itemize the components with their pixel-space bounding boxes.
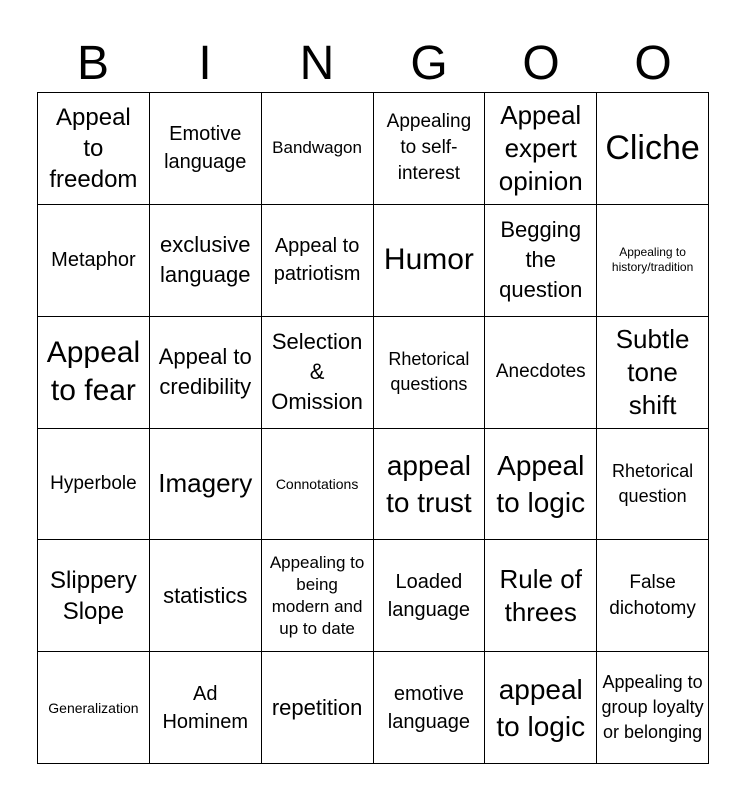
cell-text: Humor	[383, 243, 474, 277]
cell-text: statistics	[163, 582, 248, 608]
header-letter-n: N	[299, 37, 335, 90]
cell-text: Appealing to group loyalty or belonging	[601, 672, 704, 743]
bingo-cell[interactable]	[485, 205, 597, 317]
bingo-cell[interactable]	[374, 429, 486, 541]
bingo-cell[interactable]	[597, 93, 709, 205]
bingo-cell[interactable]	[597, 429, 709, 541]
bingo-cell[interactable]	[262, 652, 374, 764]
header-letter-o-2: O	[634, 37, 672, 90]
cell-text: repetition	[271, 694, 363, 720]
bingo-cell[interactable]	[38, 93, 150, 205]
cell-text: Rule of threes	[499, 563, 582, 627]
bingo-cell[interactable]	[597, 205, 709, 317]
bingo-cell[interactable]	[597, 540, 709, 652]
bingo-cell[interactable]	[262, 93, 374, 205]
bingo-cell[interactable]	[597, 317, 709, 429]
bingo-cell[interactable]	[38, 540, 150, 652]
cell-text: Metaphor	[51, 249, 136, 272]
cell-text: Selection & Omission	[271, 329, 363, 415]
cell-text: Bandwagon	[272, 138, 362, 158]
bingo-cell[interactable]	[150, 93, 262, 205]
cell-text: exclusive language	[159, 232, 251, 288]
cell-text: appeal to trust	[386, 449, 472, 518]
bingo-cell[interactable]	[485, 652, 597, 764]
bingo-cell[interactable]	[262, 317, 374, 429]
header-letter-g: G	[410, 37, 448, 90]
cell-text: Appealing to being modern and up to date	[269, 552, 365, 638]
cell-text: emotive language	[387, 682, 471, 733]
cell-text: Loaded language	[387, 570, 471, 621]
header-letter-o: O	[522, 37, 560, 90]
bingo-cell[interactable]	[374, 205, 486, 317]
cell-text: Slippery Slope	[50, 566, 137, 625]
cell-text: Appeal to credibility	[158, 344, 252, 400]
bingo-cell[interactable]	[374, 93, 486, 205]
bingo-cell[interactable]	[150, 429, 262, 541]
bingo-cell[interactable]	[38, 652, 150, 764]
cell-text: Ad Hominem	[162, 682, 249, 733]
cell-text: Appeal to patriotism	[273, 235, 361, 286]
cell-text: Rhetorical question	[612, 460, 694, 506]
bingo-card-grid	[37, 92, 709, 764]
bingo-cell[interactable]	[262, 429, 374, 541]
cell-text: Imagery	[158, 468, 253, 499]
cell-text: Emotive language	[164, 123, 247, 174]
header-letter-i: I	[198, 37, 212, 90]
bingo-header	[37, 36, 709, 92]
cell-text: Anecdotes	[495, 361, 586, 383]
bingo-cell[interactable]	[597, 652, 709, 764]
bingo-cell[interactable]	[150, 652, 262, 764]
bingo-cell[interactable]	[485, 93, 597, 205]
bingo-cell[interactable]	[150, 317, 262, 429]
header-letter-b: B	[76, 37, 109, 90]
bingo-cell[interactable]	[150, 205, 262, 317]
bingo-cell[interactable]	[485, 429, 597, 541]
bingo-cell[interactable]	[38, 429, 150, 541]
cell-text: Appeal to freedom	[49, 103, 138, 193]
cell-text: False dichotomy	[609, 571, 696, 619]
cell-text: Appealing to self-interest	[386, 111, 472, 185]
bingo-cell[interactable]	[485, 540, 597, 652]
cell-text: Cliche	[605, 129, 700, 168]
bingo-cell[interactable]	[485, 317, 597, 429]
cell-text: Connotations	[275, 475, 359, 492]
cell-text: Subtle tone shift	[615, 323, 690, 420]
cell-text: Begging the question	[499, 217, 583, 303]
bingo-cell[interactable]	[374, 540, 486, 652]
bingo-cell[interactable]	[262, 540, 374, 652]
cell-text: appeal to logic	[496, 673, 586, 742]
cell-text: Appeal to logic	[496, 449, 586, 518]
bingo-cell[interactable]	[38, 205, 150, 317]
cell-text: Generalization	[48, 699, 139, 716]
bingo-cell[interactable]	[374, 317, 486, 429]
cell-text: Hyperbole	[50, 472, 137, 494]
bingo-cell[interactable]	[262, 205, 374, 317]
bingo-cell[interactable]	[38, 317, 150, 429]
bingo-cell[interactable]	[374, 652, 486, 764]
cell-text: Rhetorical questions	[388, 349, 470, 395]
cell-text: Appeal expert opinion	[498, 99, 583, 196]
cell-text: Appealing to history/tradition	[611, 245, 694, 275]
bingo-cell[interactable]	[150, 540, 262, 652]
cell-text: Appeal to fear	[46, 336, 141, 408]
